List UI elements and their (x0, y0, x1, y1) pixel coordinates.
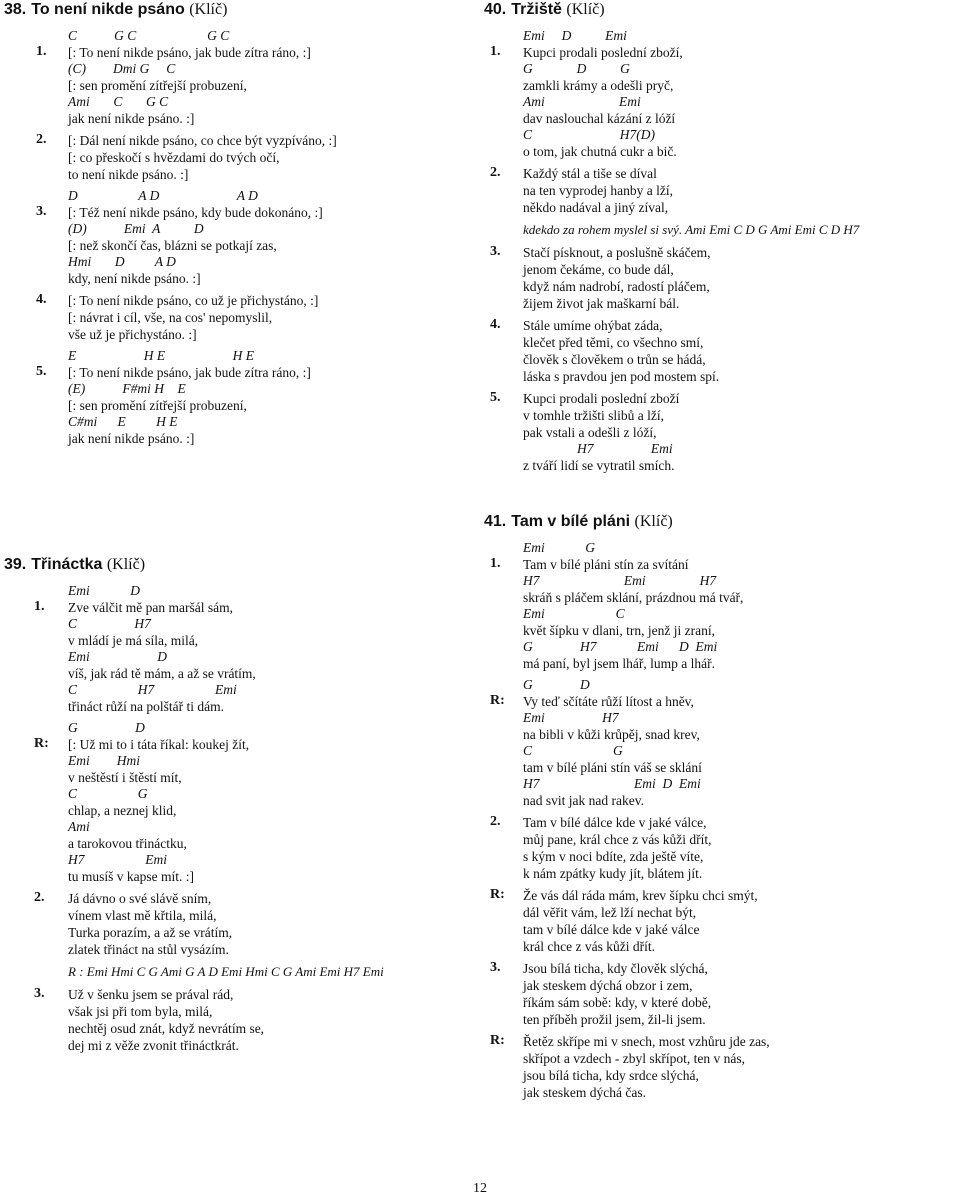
verse (480, 390, 960, 474)
lyric-line: nechtěj osud znát, když nevrátím se, (68, 1021, 265, 1036)
chord-line: Ami C G C (68, 94, 169, 109)
lyric-line: a tarokovou třináctku, (68, 836, 187, 851)
song-41 (480, 512, 960, 1106)
chord-line: G H7 Emi D Emi (523, 639, 718, 654)
song-key: (Klíč) (566, 1, 605, 18)
chord-sequence-note: R : Emi Hmi C G Ami G A D Emi Hmi C G Ami Emi H7 Emi (68, 964, 384, 979)
lyric-line: má paní, byl jsem lhář, lump a lhář. (523, 656, 715, 671)
chord-line: (D) Emi A D (68, 221, 204, 236)
verse-label: 3. (36, 204, 47, 219)
chord-sequence-note: kdekdo za rohem myslel si svý. Ami Emi C D G Ami Emi C D H7 (523, 222, 860, 237)
lyric-line: však jsi při tom byla, milá, (68, 1004, 213, 1019)
lyric-line: tam v bílé pláni stín váš se sklání (523, 760, 702, 775)
chord-line: Emi D Emi (523, 28, 627, 43)
chord-line: G D G (523, 61, 630, 76)
chord-line: H7 Emi (68, 852, 167, 867)
song-key: (Klíč) (189, 1, 228, 18)
lyric-line: Tam v bílé pláni stín za svítání (523, 557, 689, 572)
song-name: Tržiště (511, 1, 562, 18)
verse-label: 3. (490, 960, 501, 975)
chord-line: G D (523, 677, 590, 692)
lyric-line: člověk s člověkem o trůn se hádá, (523, 352, 706, 367)
lyric-line: v mládí je má síla, milá, (68, 633, 199, 648)
verse-lines (68, 132, 470, 183)
song-39 (0, 555, 470, 1059)
lyric-line: skráň s pláčem sklání, prázdnou má tvář, (523, 590, 744, 605)
lyric-line: Každý stál a tiše se díval (523, 166, 657, 181)
song-name: Tam v bílé pláni (511, 513, 631, 530)
verse (480, 540, 960, 672)
song-number: 40. (484, 1, 507, 18)
song-key: (Klíč) (634, 513, 673, 530)
verse-lines (523, 28, 960, 160)
lyric-line: vínem vlast mě křtila, milá, (68, 908, 217, 923)
lyric-line: o tom, jak chutná cukr a bič. (523, 144, 677, 159)
lyric-line: jak steskem dýchá čas. (523, 1085, 646, 1100)
chord-line: D A D A D (68, 188, 258, 203)
chord-line: C H7(D) (523, 127, 655, 142)
verse-lines (523, 960, 960, 1028)
lyric-line: z tváří lidí se vytratil smích. (523, 458, 675, 473)
verse (0, 583, 470, 715)
lyric-line: na bibli v kůži krůpěj, snad krev, (523, 727, 700, 742)
lyric-line: k nám zpátky kudy jít, blátem jít. (523, 866, 703, 881)
chord-line: C G (68, 786, 148, 801)
chord-line: H7 Emi H7 (523, 573, 717, 588)
verse (0, 890, 470, 958)
lyric-line: [: To není nikde psáno, co už je přichystáno, :] (68, 293, 319, 308)
verse-lines (523, 540, 960, 672)
verse-label: 1. (36, 44, 47, 59)
lyric-line: [: návrat i cíl, vše, na cos' nepomyslil, (68, 310, 273, 325)
song-title (0, 0, 470, 20)
lyric-line: tam v bílé dálce kde v jaké válce (523, 922, 700, 937)
lyric-line: [: než skončí čas, blázni se potkají zas, (68, 238, 277, 253)
lyric-line: ten příběh prožil jsem, žil-li jsem. (523, 1012, 706, 1027)
verse-lines (523, 1033, 960, 1101)
verse-label: 2. (34, 890, 45, 905)
chord-line: Hmi D A D (68, 254, 176, 269)
verse-lines (523, 677, 960, 809)
song-title (0, 555, 470, 575)
chord-line: Emi C (523, 606, 625, 621)
verse-lines (68, 720, 470, 885)
lyric-line: Stále umíme ohýbat záda, (523, 318, 663, 333)
verse-label: 2. (36, 132, 47, 147)
verse (0, 188, 470, 287)
lyric-line: dej mi z věže zvonit třináctkrát. (68, 1038, 239, 1053)
lyric-line: Kupci prodali poslední zboží, (523, 45, 683, 60)
lyric-line: Řetěz skřípe mi v snech, most vzhůru jde zas, (523, 1034, 770, 1049)
lyric-line: Jsou bílá ticha, kdy člověk slýchá, (523, 961, 708, 976)
chord-line: (E) F#mi H E (68, 381, 186, 396)
lyric-line: jsou bílá ticha, kdy srdce slýchá, (523, 1068, 699, 1083)
lyric-line: láska s pravdou jen pod mostem spí. (523, 369, 720, 384)
lyric-line: [: Též není nikde psáno, kdy bude dokonáno, :] (68, 205, 323, 220)
lyric-line: jak steskem dýchá obzor i zem, (523, 978, 693, 993)
lyric-line: jak není nikde psáno. :] (68, 431, 195, 446)
lyric-line: říkám sám sobě: kdy, v které době, (523, 995, 712, 1010)
verse (480, 887, 960, 955)
chord-line: C H7 Emi (68, 682, 237, 697)
chord-line: Ami (68, 819, 90, 834)
lyric-line: dál věřit vám, lež lží nechat být, (523, 905, 697, 920)
song-name: To není nikde psáno (31, 1, 185, 18)
chord-line: H7 Emi (523, 441, 673, 456)
verse-lines (68, 28, 470, 127)
song-number: 41. (484, 513, 507, 530)
verse-label: R: (490, 1033, 505, 1048)
lyric-line: v tomhle tržišti slibů a lží, (523, 408, 664, 423)
lyric-line: král chce z vás kůži dřít. (523, 939, 655, 954)
lyric-line: Vy teď sčítáte růží lítost a hněv, (523, 694, 694, 709)
lyric-line: s kým v noci bdíte, zda ještě víte, (523, 849, 704, 864)
chord-note (480, 221, 960, 239)
verse-lines (68, 583, 470, 715)
lyric-line: když nám nadrobí, radostí pláčem, (523, 279, 710, 294)
chord-line: G D (68, 720, 145, 735)
chord-line: H7 Emi D Emi (523, 776, 701, 791)
chord-line: Emi D (68, 583, 140, 598)
verse (480, 165, 960, 216)
verse (480, 960, 960, 1028)
chord-note (0, 963, 470, 981)
lyric-line: můj pane, král chce z vás kůži dřít, (523, 832, 712, 847)
lyric-line: zlatek třináct na stůl vysázím. (68, 942, 229, 957)
chord-line: C H7 (68, 616, 151, 631)
lyric-line: klečet před těmi, co všechno smí, (523, 335, 704, 350)
verse-lines (68, 188, 470, 287)
song-title (480, 0, 960, 20)
song-38 (0, 0, 470, 452)
verse (480, 28, 960, 160)
lyric-line: [: sen promění zítřejší probuzení, (68, 398, 247, 413)
lyric-line: to není nikde psáno. :] (68, 167, 189, 182)
lyric-line: květ šípku v dlani, trn, jenž ji zraní, (523, 623, 715, 638)
song-key: (Klíč) (106, 556, 146, 573)
lyric-line: nad svit jak nad rakev. (523, 793, 644, 808)
verse-lines (523, 814, 960, 882)
chord-line: Emi G (523, 540, 595, 555)
verse (480, 677, 960, 809)
lyric-line: Já dávno o své slávě sním, (68, 891, 212, 906)
verse-label: 1. (490, 44, 501, 59)
verse (0, 348, 470, 447)
verse-lines (523, 390, 960, 474)
lyric-line: jenom čekáme, co bude dál, (523, 262, 674, 277)
verse-label: 4. (36, 292, 47, 307)
verse-lines (523, 887, 960, 955)
verse-label: 2. (490, 814, 501, 829)
lyric-line: [: To není nikde psáno, jak bude zítra ráno, :] (68, 45, 311, 60)
verse-lines (523, 165, 960, 216)
chord-line: C G C G C (68, 28, 230, 43)
verse (480, 814, 960, 882)
lyric-line: [: sen promění zítřejší probuzení, (68, 78, 247, 93)
verse-label: R: (490, 887, 505, 902)
song-40 (480, 0, 960, 479)
verse (0, 28, 470, 127)
verse-label: 2. (490, 165, 501, 180)
chord-line: E H E H E (68, 348, 254, 363)
lyric-line: [: Dál není nikde psáno, co chce být vyzpíváno, :] (68, 133, 337, 148)
lyric-line: pak vstali a odešli z lóží, (523, 425, 657, 440)
lyric-line: skřípot a vzdech - zbyl skřípot, ten v nás, (523, 1051, 745, 1066)
lyric-line: Už v šenku jsem se prával rád, (68, 987, 234, 1002)
chord-line: Emi D (68, 649, 167, 664)
verse (0, 132, 470, 183)
chord-line: Ami Emi (523, 94, 641, 109)
lyric-line: jak není nikde psáno. :] (68, 111, 195, 126)
lyric-line: Zve válčit mě pan maršál sám, (68, 600, 233, 615)
verse-lines (68, 348, 470, 447)
lyric-line: na ten vyprodej hanby a lží, (523, 183, 673, 198)
chord-line: (C) Dmi G C (68, 61, 176, 76)
lyric-line: chlap, a neznej klid, (68, 803, 177, 818)
verse (480, 1033, 960, 1101)
song-name: Třináctka (31, 556, 103, 573)
song-number: 39. (4, 556, 27, 573)
verse (480, 317, 960, 385)
verse-lines (523, 317, 960, 385)
lyric-line: Stačí písknout, a poslušně skáčem, (523, 245, 711, 260)
verse-lines (523, 244, 960, 312)
lyric-line: vše už je přichystáno. :] (68, 327, 197, 342)
verse-lines (68, 986, 470, 1054)
lyric-line: [: co přeskočí s hvězdami do tvých očí, (68, 150, 280, 165)
lyric-line: víš, jak rád tě mám, a až se vrátím, (68, 666, 256, 681)
chord-line: C#mi E H E (68, 414, 178, 429)
lyric-line: někdo nadával a jiný zíval, (523, 200, 669, 215)
verse-lines (68, 890, 470, 958)
verse-label: 5. (36, 364, 47, 379)
verse-label: 3. (490, 244, 501, 259)
verse (480, 244, 960, 312)
chord-line: Emi H7 (523, 710, 619, 725)
lyric-line: Kupci prodali poslední zboží (523, 391, 680, 406)
lyric-line: kdy, není nikde psáno. :] (68, 271, 201, 286)
lyric-line: Tam v bílé dálce kde v jaké válce, (523, 815, 707, 830)
lyric-line: v neštěstí i štěstí mít, (68, 770, 182, 785)
lyric-line: tu musíš v kapse mít. :] (68, 869, 194, 884)
lyric-line: [: Už mi to i táta říkal: koukej žít, (68, 737, 250, 752)
verse-label: 1. (490, 556, 501, 571)
song-title (480, 512, 960, 532)
lyric-line: Turka porazím, a až se vrátím, (68, 925, 233, 940)
song-number: 38. (4, 1, 27, 18)
verse-label: 5. (490, 390, 501, 405)
verse (0, 292, 470, 343)
verse (0, 720, 470, 885)
verse-label: 3. (34, 986, 45, 1001)
verse-label: 1. (34, 599, 45, 614)
verse-label: 4. (490, 317, 501, 332)
verse (0, 986, 470, 1054)
lyric-line: žijem život jak maškarní bál. (523, 296, 680, 311)
verse-label: R: (490, 693, 505, 708)
chord-line: C G (523, 743, 623, 758)
lyric-line: třináct růží na polštář ti dám. (68, 699, 224, 714)
lyric-line: [: To není nikde psáno, jak bude zítra ráno, :] (68, 365, 311, 380)
lyric-line: dav naslouchal kázání z lóží (523, 111, 676, 126)
verse-label: R: (34, 736, 49, 751)
lyric-line: Že vás dál ráda mám, krev šípku chci smýt, (523, 888, 758, 903)
lyric-line: zamkli krámy a odešli pryč, (523, 78, 674, 93)
chord-line: Emi Hmi (68, 753, 140, 768)
page-number: 12 (473, 1181, 487, 1196)
verse-lines (68, 292, 470, 343)
